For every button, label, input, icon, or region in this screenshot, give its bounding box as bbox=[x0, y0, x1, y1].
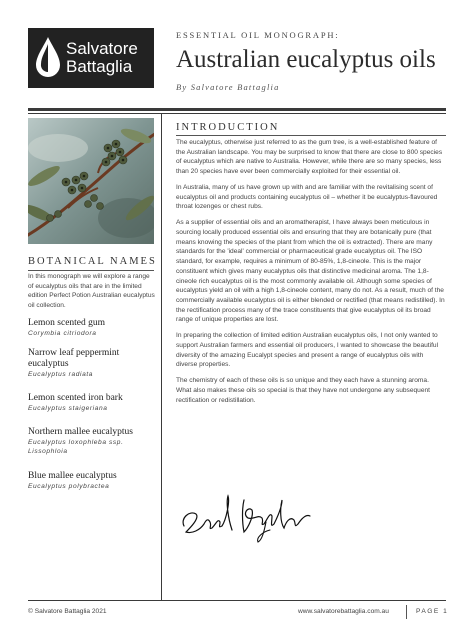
monograph-kicker: ESSENTIAL OIL MONOGRAPH: bbox=[176, 30, 340, 40]
plant-latin-name: Eucalyptus staigeriana bbox=[28, 405, 108, 412]
introduction-heading: INTRODUCTION bbox=[176, 122, 280, 133]
plant-common-name: Narrow leaf peppermint eucalyptus bbox=[28, 348, 120, 369]
brand-name bbox=[66, 40, 138, 76]
body-paragraph: As a supplier of essential oils and an aromatherapist, I have always been meticulous in sourcing locally produced essential oils and ensuring that they are botanically pure (that means knowing the species of the plant from which the oil is extracted). There are many standards for the 'ideal' commercial or pharmaceutical grade eucalyptus oil. The ISO standard, for example, requires a minimum of 80-85%, 1,8-cineole. This is the major constituent which gives many eucalyptus oils that distinctive medicinal aroma. The 1,8-cineole rich eucalyptus oil is the most commonly available oil. Although some species of eucalyptus yield an oil with a high 1,8-cineole content, many do not. As a result, much of the commercially available eucalyptus oil is either blended or rectified (that means redistilled). In the rectification process many of the trace constituents that give eucalyptus oil its broad range of unique properties are lost. bbox=[176, 219, 445, 324]
header-divider bbox=[28, 108, 446, 111]
introduction-body bbox=[176, 138, 446, 412]
header-divider-thin bbox=[28, 113, 446, 114]
body-paragraph: In preparing the collection of limited edition Australian eucalyptus oils, I not only wanted to support Australian farmers and essential oil producers, I wanted to showcase the beautiful diversity of the amazing Eucalypt species and present a range of eucalyptus oils with diverse properties. bbox=[176, 332, 439, 369]
botanical-names-heading: BOTANICAL NAMES bbox=[28, 256, 157, 267]
eucalyptus-gumnut-icon bbox=[28, 118, 154, 244]
brand-name-line2: Battaglia bbox=[66, 57, 133, 76]
plant-entry bbox=[28, 471, 158, 491]
plant-common-name: Blue mallee eucalyptus bbox=[28, 471, 117, 481]
column-divider bbox=[161, 114, 162, 601]
oil-drop-icon bbox=[34, 36, 62, 80]
footer-website-link[interactable]: www.salvatorebattaglia.com.au bbox=[298, 608, 389, 615]
body-paragraph: In Australia, many of us have grown up with and are familiar with the revitalising scent of eucalyptus oil and products containing eucalyptus oil – whether it be eucalyptus-flavoured throat lozenges or chest rubs. bbox=[176, 184, 438, 211]
plant-latin-name: Eucalyptus polybractea bbox=[28, 483, 110, 490]
footer-separator bbox=[406, 605, 407, 619]
byline: By Salvatore Battaglia bbox=[176, 82, 280, 92]
plant-entry bbox=[28, 393, 158, 413]
body-paragraph: The chemistry of each of these oils is so unique and they each have a stunning aroma. What also makes these oils so special is that they have not undergone any subsequent rectification or redistillation. bbox=[176, 377, 431, 404]
footer-divider bbox=[28, 600, 446, 601]
botanical-names-intro: In this monograph we will explore a range of eucalyptus oils that are in the limited edition Perfect Potion Australian eucalyptus oil collection. bbox=[28, 273, 155, 309]
introduction-divider bbox=[176, 135, 446, 136]
plant-latin-name: Eucalyptus radiata bbox=[28, 371, 94, 378]
plant-common-name: Lemon scented gum bbox=[28, 318, 106, 328]
brand-logo bbox=[28, 28, 154, 88]
eucalyptus-photo bbox=[28, 118, 154, 244]
page-number: PAGE 1 bbox=[416, 608, 449, 615]
plant-common-name: Lemon scented iron bark bbox=[28, 393, 123, 403]
plant-common-name: Northern mallee eucalyptus bbox=[28, 427, 133, 437]
body-paragraph: The eucalyptus, otherwise just referred to as the gum tree, is a well-established feature of the Australian landscape. You may be surprised to know that there are close to 800 species of eucalyptus which are native to Australia. However, while there are so many species, less than 20 species have ever been commercially exploited for their essential oil. bbox=[176, 139, 443, 176]
plant-latin-name: Eucalyptus loxophleba ssp. Lissophloia bbox=[28, 439, 124, 455]
plant-entry bbox=[28, 427, 158, 456]
plant-latin-name: Corymbia citriodora bbox=[28, 330, 97, 337]
plant-entry bbox=[28, 348, 158, 379]
botanical-names-divider bbox=[28, 270, 154, 271]
signature-icon bbox=[178, 488, 318, 544]
plant-entry bbox=[28, 318, 158, 338]
page-title: Australian eucalyptus oils bbox=[176, 46, 436, 73]
brand-name-line1: Salvatore bbox=[66, 39, 138, 58]
footer-copyright: © Salvatore Battaglia 2021 bbox=[28, 608, 107, 615]
